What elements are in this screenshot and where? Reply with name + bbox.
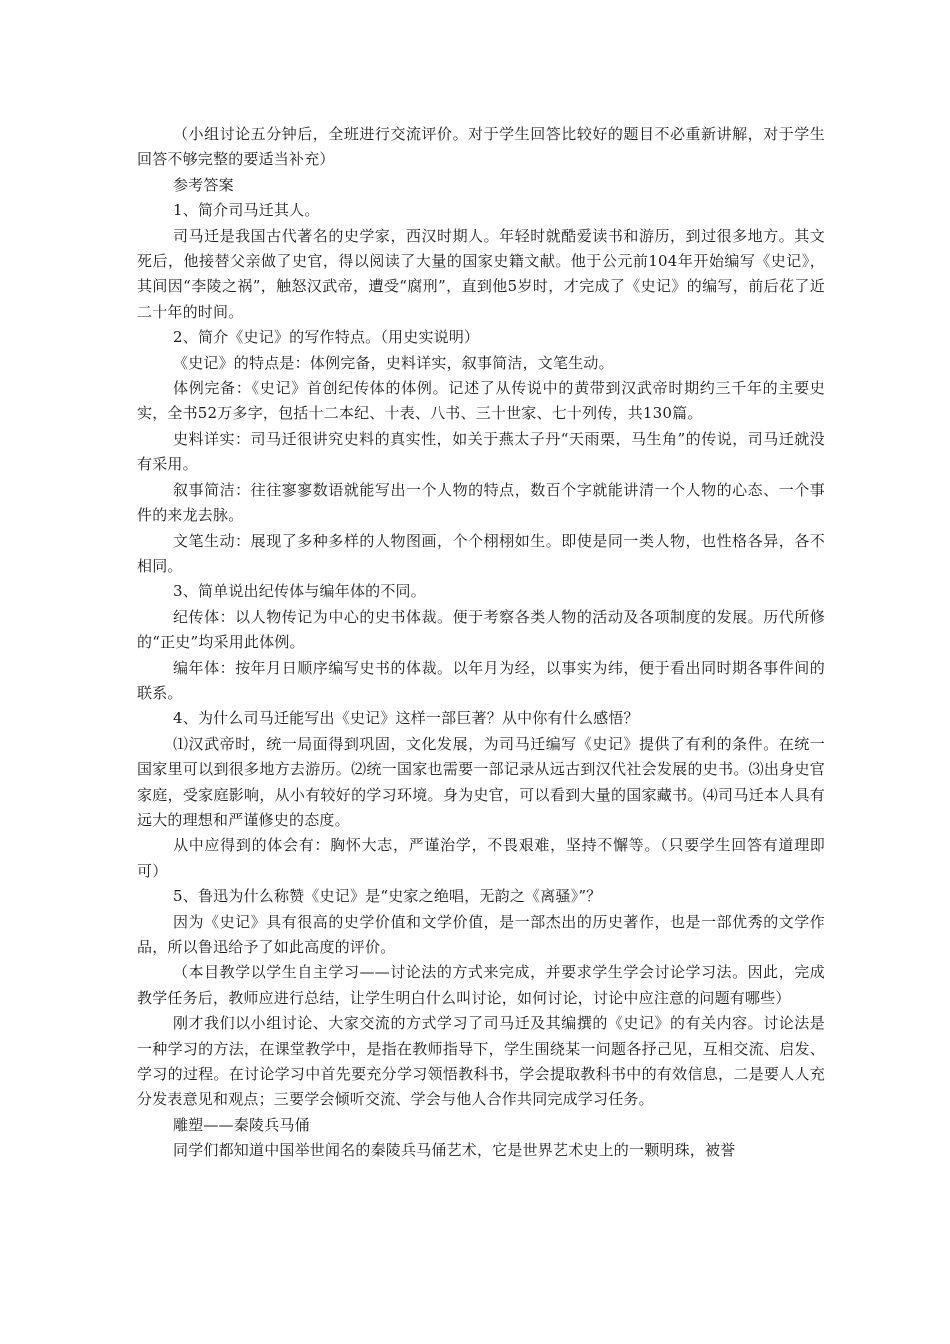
answer-3-biographical: 纪传体：以人物传记为中心的史书体裁。便于考察各类人物的活动及各项制度的发展。历代所修的“正史”均采用此体例。 <box>137 607 825 652</box>
reference-answer-heading: 参考答案 <box>173 175 234 194</box>
answer-2-writing: 文笔生动：展现了多种多样的人物图画，个个栩栩如生。即使是同一类人物，也性格各异，各不相同。 <box>137 531 825 575</box>
document-page <box>137 122 825 1164</box>
answer-1: 司马迁是我国古代著名的史学家，西汉时期人。年轻时就酷爱读书和游历，到过很多地方。其文死后，他接替父亲做了史官，得以阅读了大量的国家史籍文献。他于公元前104年开始编写《史记》，其间因“李陵之祸”，触怒汉武帝，遭受“腐刑”，直到他5岁时，才完成了《史记》的编写，前后花了近二十年的时间。 <box>137 226 825 321</box>
answer-4-insight: 从中应得到的体会有：胸怀大志，严谨治学，不畏艰难，坚持不懈等。（只要学生回答有道理即可） <box>137 836 825 880</box>
discussion-instruction: （小组讨论五分钟后，全班进行交流评价。对于学生回答比较好的题目不必重新讲解，对于学生回答不够完整的要适当补充） <box>137 125 825 169</box>
answer-2-sources: 史料详实：司马迁很讲究史料的真实性，如关于燕太子丹“天雨栗，马生角”的传说，司马迁就没有采用。 <box>137 429 825 474</box>
answer-3-chronological: 编年体：按年月日顺序编写史书的体裁。以年月为经，以事实为纬，便于看出同时期各事件间的联系。 <box>137 658 825 702</box>
question-3: 3、简单说出纪传体与编年体的不同。 <box>173 582 426 601</box>
section-heading-sculpture: 雕塑——秦陵兵马俑 <box>173 1115 310 1134</box>
answer-2-narrative: 叙事简洁：往往寥寥数语就能写出一个人物的特点，数百个字就能讲清一个人物的心态、一个事件的来龙去脉。 <box>137 480 825 525</box>
answer-4-reasons: ⑴汉武帝时，统一局面得到巩固，文化发展，为司马迁编写《史记》提供了有利的条件。在统一国家里可以到很多地方去游历。⑵统一国家也需要一部记录从远古到汉代社会发展的史书。⑶出身史官家庭，受家庭影响，从小有较好的学习环境。身为史官，可以看到大量的国家藏书。⑷司马迁本人具有远大的理想和严谨修史的态度。 <box>137 734 825 829</box>
answer-2-style: 体例完备：《史记》首创纪传体的体例。记述了从传说中的黄带到汉武帝时期约三千年的主要史实，全书52万多字，包括十二本纪、十表、八书、三十世家、七十列传，共130篇。 <box>137 379 825 423</box>
sculpture-intro: 同学们都知道中国举世闻名的秦陵兵马俑艺术，它是世界艺术史上的一颗明珠，被誉 <box>173 1141 736 1160</box>
discussion-summary: 刚才我们以小组讨论、大家交流的方式学习了司马迁及其编撰的《史记》的有关内容。讨论法是一种学习的方法，在课堂教学中，是指在教师指导下，学生围绕某一问题各抒己见，互相交流、启发、学习的过程。在讨论学习中首先要充分学习领悟教科书，学会提取教科书中的有效信息，二是要人人充分发表意见和观点；三要学会倾听交流、学会与他人合作共同完成学习任务。 <box>137 1014 825 1109</box>
question-5: 5、鲁迅为什么称赞《史记》是“史家之绝唱，无韵之《离骚》”？ <box>173 887 602 906</box>
teaching-note: （本目教学以学生自主学习——讨论法的方式来完成，并要求学生学会讨论学习法。因此，完成教学任务后，教师应进行总结，让学生明白什么叫讨论，如何讨论，讨论中应注意的问题有哪些） <box>137 963 825 1007</box>
question-4: 4、为什么司马迁能写出《史记》这样一部巨著？从中你有什么感悟？ <box>173 709 639 728</box>
question-2: 2、简介《史记》的写作特点。（用史实说明） <box>173 328 480 347</box>
question-1: 1、简介司马迁其人。 <box>173 201 320 220</box>
answer-5: 因为《史记》具有很高的史学价值和文学价值，是一部杰出的历史著作，也是一部优秀的文学作品，所以鲁迅给予了如此高度的评价。 <box>137 912 825 956</box>
answer-2-summary: 《史记》的特点是：体例完备，史料详实，叙事简洁，文笔生动。 <box>173 353 614 372</box>
